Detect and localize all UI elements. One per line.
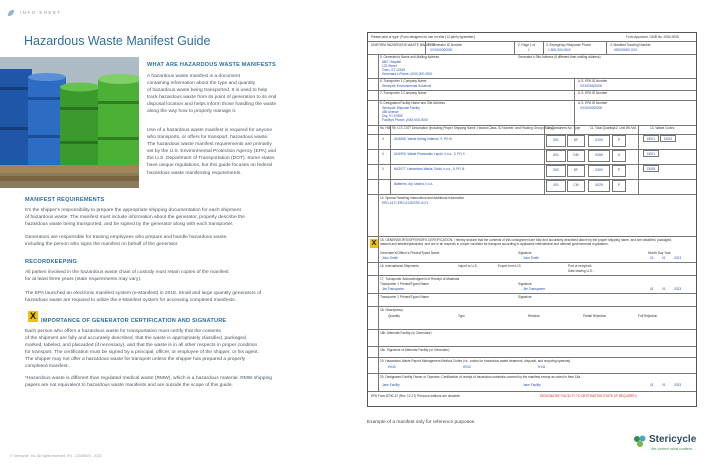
form-header-left: Please print or type. (Form designed for use on elite (12-pitch) typewriter.) — [371, 35, 476, 39]
t1-date-year: 2023 — [674, 287, 682, 291]
waste-row-container-no: 001 — [546, 135, 566, 147]
barrels-image — [0, 57, 139, 188]
form-footer: EPA Form 8700-22 (Rev. 12-17) Previous editions are obsolete. — [371, 394, 461, 398]
special-handling-label: 14. Special Handling Instructions and Additional Information — [380, 196, 465, 200]
transporter2-epa-label: U.S. EPA ID Number — [578, 91, 608, 95]
generator-phone: Generator's Phone: (000) 000-0000 — [382, 72, 433, 76]
discrepancy-quantity: Quantity — [388, 314, 400, 318]
special-handling-value: ERG #171 ERG #128 ERG #171 — [382, 201, 429, 205]
transporter1-value: Stericycle Environmental Solutions — [382, 84, 432, 88]
waste-row-description: UN1993, Waste Flammable Liquid, n.o.s., 3, PG II — [394, 152, 465, 156]
owner-certification-label: 20. Designated Facility Owner or Operator: Certification of receipt of hazardous materials covered by the manifest except as noted in Item 18a — [380, 375, 581, 379]
manifest-form-example — [367, 32, 697, 407]
form-copy-designation: DESIGNATED FACILITY TO DESTINATION STATE (IF REQUIRED) — [540, 394, 637, 398]
date-year: 2023 — [674, 256, 682, 260]
requirements-heading: MANIFEST REQUIREMENTS — [25, 197, 105, 203]
signature-heading: IMPORTANCE OF GENERATOR CERTIFICATION AND SIGNATURE — [41, 318, 227, 324]
owner-date-month: 01 — [650, 383, 654, 387]
generator-id-value: XXX000000000 — [430, 48, 453, 52]
waste-row-container-type: DF — [567, 135, 585, 147]
emergency-phone-value: 1-800-000-0000 — [548, 48, 571, 52]
stericycle-mark-icon — [633, 434, 647, 448]
discrepancy-type: Type — [458, 314, 465, 318]
transporter1-sign-label: Transporter 1 Printed/Typed Name — [380, 282, 429, 286]
discrepancy-residue: Residue — [528, 314, 540, 318]
waste-row-container-type: CM — [567, 180, 585, 192]
form-title: UNIFORM HAZARDOUS WASTE MANIFEST — [371, 43, 436, 47]
what-para-1: A hazardous waste manifest is a document containing information about the type and quantity of hazardous waste being transported. It is used to help track hazardous waste from its point of generation to its end disposal location and helps inform those handling the waste along the way how to properly manage it. — [147, 74, 277, 115]
waste-codes-header: 13. Waste Codes — [650, 126, 675, 130]
description-header: 9b. U.S. DOT Description (including Proper Shipping Name, Hazard Class, ID Number, and Packing Group (if any)) — [392, 126, 555, 130]
emergency-phone-label: 3. Emergency Response Phone — [546, 43, 592, 47]
international-label: 16. International Shipments — [380, 264, 419, 268]
import-option: Import to U.S. — [458, 264, 478, 268]
waste-row-code: D001 — [643, 150, 659, 157]
waste-barrels-photo — [0, 57, 139, 188]
facility-phone: Facility's Phone: (000) 000-0000 — [382, 118, 428, 122]
generator-label: 5. Generator's Name and Mailing Address — [380, 55, 440, 59]
export-option: Export from U.S. — [498, 264, 522, 268]
generator-sign-name: John Smith — [382, 256, 398, 260]
discrepancy-full: Full Rejection — [638, 314, 658, 318]
alternate-facility-sign-label: 18c. Signature of Alternate Facility (or Generator) — [380, 348, 450, 352]
discrepancy-partial: Partial Rejection — [583, 314, 607, 318]
generator-id-label: 1. Generator ID Number — [428, 43, 463, 47]
guide-text-column — [0, 0, 345, 465]
waste-row-quantity: 0300 — [588, 165, 610, 177]
generator-street: 123 Street — [382, 64, 397, 68]
transporter2-signature-label: Signature — [518, 295, 532, 299]
facility-label: 8. Designated Facility Name and Site Address — [380, 101, 445, 105]
form-header-right: Form Approved. OMB No. 2050-0039 — [626, 35, 679, 39]
requirements-para-1: It's the shipper's responsibility to prepare the appropriate shipping documentation for each shipment of hazardous waste. The manifest must include information about the generator, properly describe the hazardous waste being transported, and be signed by the generator along with each transporter. — [25, 208, 245, 228]
certification-text: 15. GENERATOR'S/OFFEROR'S CERTIFICATION: I hereby declare that the contents of this consignment are fully and accurately described above by the proper shipping name, and are classified, packaged, — [380, 238, 672, 242]
management-code: H141 — [538, 365, 546, 369]
logo-name: Stericycle — [649, 434, 697, 445]
waste-row-quantity: 0025 — [588, 180, 610, 192]
discrepancy-label: 18. Discrepancy — [380, 308, 403, 312]
waste-row-code: D001 — [643, 135, 659, 142]
t1-date-day: 01 — [662, 287, 666, 291]
management-code: H040 — [463, 365, 471, 369]
leaf-icon — [7, 9, 15, 17]
page-value: 1 — [528, 48, 530, 52]
generator-city: Town, ST 12345 — [382, 68, 405, 72]
containers-header: 10. Containers No. Type — [546, 126, 581, 130]
waste-row-container-no: 002 — [546, 165, 566, 177]
waste-row-quantity: 0100 — [588, 135, 610, 147]
sheet-label: INFO SHEET — [20, 10, 62, 15]
waste-row-hm: X — [382, 167, 385, 171]
requirements-para-2: Generators are responsible for training employees who prepare and handle hazardous waste, including the person who signs the manifest on behalf of the generator. — [25, 235, 228, 248]
transporter1-epa-value: XXX000000000 — [580, 84, 603, 88]
waste-row-quantity: 0055 — [588, 150, 610, 162]
generator-date-label: Month Day Year — [648, 251, 671, 255]
facility-city: City, ST 67890 — [382, 114, 403, 118]
certification-x-mark: X — [371, 240, 377, 247]
facility-epa-value: XXX000000000 — [580, 106, 603, 110]
waste-row-unit: P — [612, 180, 626, 192]
waste-row-description: Batteries, dry, sealed, n.o.s. — [394, 182, 434, 186]
transporter1-sign-name: Jim Transporter — [382, 287, 405, 291]
transporter1-epa-label: U.S. EPA ID Number — [578, 79, 608, 83]
date-leaving-label: Date leaving U.S.: — [568, 269, 594, 273]
owner-date-year: 2023 — [674, 383, 682, 387]
generator-sign-label: Generator's/Offeror's Printed/Typed Name — [380, 251, 440, 255]
transporter1-signature-label: Signature — [518, 282, 532, 286]
transporter2-sign-label: Transporter 2 Printed/Typed Name — [380, 295, 429, 299]
signature-para-2: *Hazardous waste is different than regulated medical waste (RMW), which is a hazardous material. RMW shipping papers are not equivalent to hazardous waste manifests and are outside the scope of this guide. — [25, 376, 272, 389]
example-caption: Example of a manifest only for reference purposes. — [367, 420, 476, 425]
facility-name: Stericycle Disposal Facility — [382, 106, 420, 110]
waste-row-hm: X — [382, 152, 385, 156]
owner-name: Jane Facility — [382, 383, 400, 387]
waste-row-container-no: 001 — [546, 150, 566, 162]
waste-row-container-no: 001 — [546, 180, 566, 192]
page-title: Hazardous Waste Manifest Guide — [24, 34, 211, 48]
waste-row-code: D003 — [660, 135, 676, 142]
waste-row-description: UN3268, Waste Airbag Inflators, 9, PG III — [394, 137, 452, 141]
recordkeeping-para-2: The EPA launched an electronic manifest system (e-Manifest) in 2018. Small and large quantity generators of hazardous waste are required to utilize the e-Manifest system for accessing completed manifests. — [25, 291, 262, 304]
hm-header: 9a. HM — [380, 126, 391, 130]
tracking-number-label: 4. Manifest Tracking Number — [610, 43, 651, 47]
recordkeeping-para-1: All parties involved in the hazardous waste chain of custody must retain copies of the manifest for at least three years (state requirements may vary). — [25, 270, 229, 283]
quantity-header: 11. Total Quantity — [590, 126, 615, 130]
what-para-2: Use of a hazardous waste manifest is required for anyone who transports, or offers for transport, hazardous waste. The hazardous waste manifest requirements are primarily set by the U.S. Environmental Protection Agency (EPA) and the U.S. Department of Transportation (DOT). Some states have unique regulations, but this guide focuses on federal hazardous waste manifesting requirements. — [147, 128, 277, 176]
owner-date-day: 01 — [662, 383, 666, 387]
page-label: 2. Page 1 of — [518, 43, 536, 47]
waste-row-unit: P — [612, 135, 626, 147]
unit-header: 12. Unit Wt./Vol. — [614, 126, 637, 130]
alternate-facility-label: 18b. Alternate Facility (or Generator) — [380, 331, 432, 335]
waste-row-hm: X — [382, 137, 385, 141]
footer-copyright: © Stericycle, Inc. All rights reserved. RS - 12345678 - 2023 — [10, 454, 102, 458]
facility-epa-label: U.S. EPA ID Number — [578, 101, 608, 105]
waste-row-container-type: DM — [567, 150, 585, 162]
date-month: 01 — [650, 256, 654, 260]
management-code: H040 — [388, 365, 396, 369]
owner-signature: Jane Facility — [523, 383, 541, 387]
date-day: 01 — [662, 256, 666, 260]
waste-row-unit: G — [612, 150, 626, 162]
signature-x-mark: X — [29, 311, 36, 321]
waste-row-unit: P — [612, 165, 626, 177]
signature-para-1: Each person who offers a hazardous waste for transportation must certify that the contents of the shipment are fully and accurately described, that the waste is appropriately classified, packaged, marked, labeled, and placarded (if necessary), and that the waste is in all other respects in proper condition for transport. The certification must be signed by a principal, officer, or employee of the shipper, or his agent. The shipper may not offer a hazardous waste for transport unless the shipper has prepared a properly completed manifest. — [25, 329, 259, 370]
transporter1-signature: Jim Transporter — [523, 287, 546, 291]
generator-signature: John Smith — [523, 256, 539, 260]
waste-row-code: D008 — [643, 165, 659, 172]
recordkeeping-heading: RECORDKEEPING — [25, 259, 78, 265]
generator-signature-label: Signature — [518, 251, 532, 255]
tracking-number-value: 000000000 XXX — [614, 48, 638, 52]
port-label: Port of entry/exit: — [568, 264, 593, 268]
waste-row-description: NA3077, Hazardous Waste, Solid, n.o.s., 9, PG III — [394, 167, 465, 171]
acknowledgment-label: 17. Transporter Acknowledgment of Receipt of Materials — [380, 277, 460, 281]
certification-text-2: marked and labeled/placarded, and are in all respects in proper condition for transport according to applicable international and national governmental regulations. — [380, 242, 609, 246]
transporter1-label: 6. Transporter 1 Company Name — [380, 79, 427, 83]
t1-date-month: 01 — [650, 287, 654, 291]
waste-row-container-type: DF — [567, 165, 585, 177]
transporter2-label: 7. Transporter 2 Company Name — [380, 91, 427, 95]
generator-name: ABC Hospital — [382, 60, 401, 64]
generator-site-label: Generator's Site Address (if different than mailing address) — [518, 55, 601, 59]
facility-street: 456 Avenue — [382, 110, 399, 114]
what-heading: WHAT ARE HAZARDOUS WASTE MANIFESTS — [147, 62, 276, 68]
logo-tagline: We protect what matters. — [651, 447, 694, 451]
management-codes-label: 19. Hazardous Waste Report Management Method Codes (i.e., codes for hazardous waste treatment, disposal, and recycling systems) — [380, 359, 571, 363]
